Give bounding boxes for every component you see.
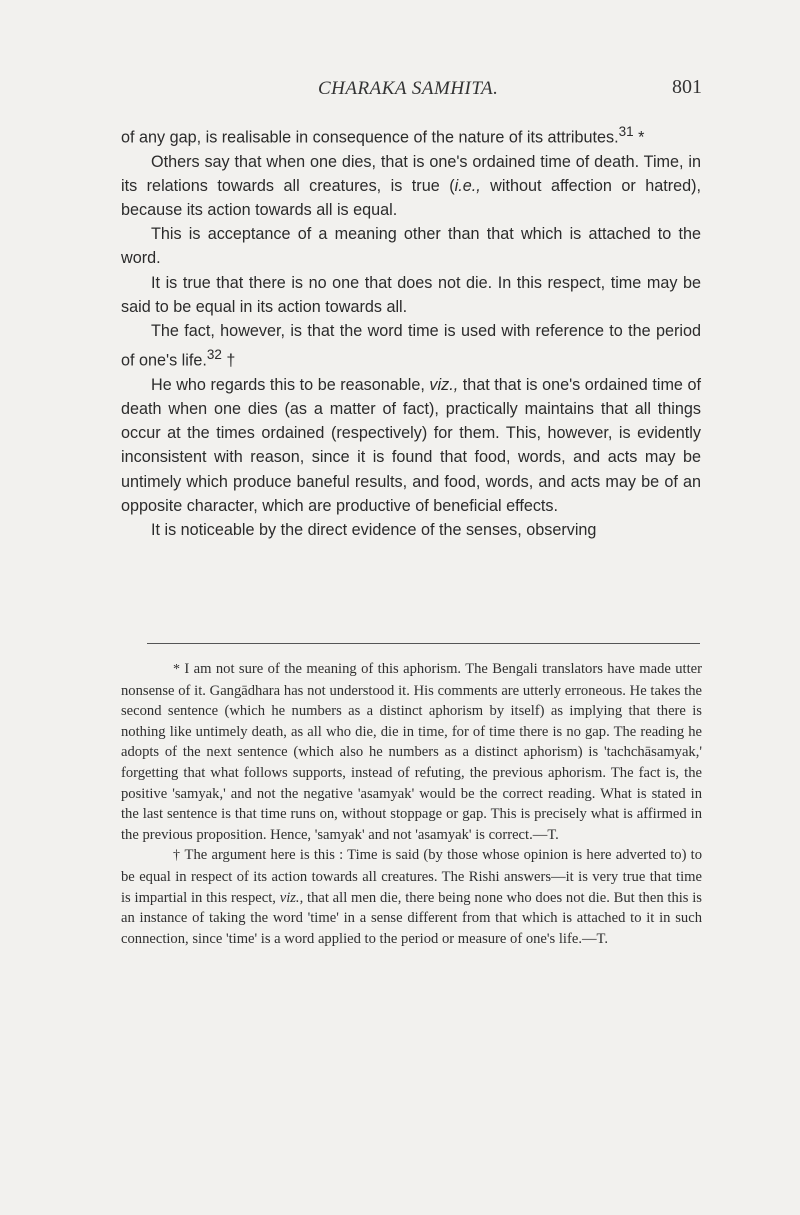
paragraph-6-start: He who regards this to be reasonable,	[151, 375, 430, 394]
paragraph-2-text: Others say that when one dies, that is one's ordained time of death. Time, in its relations towards all creatures, is true (	[121, 152, 701, 195]
page-number: 801	[672, 76, 702, 98]
footnote-2	[121, 845, 702, 949]
running-head-title: CHARAKA SAMHITA.	[318, 78, 499, 99]
paragraph-1	[121, 120, 701, 150]
paragraph-4: It is true that there is no one that does not die. In this respect, time may be said to be equal in its action towards all.	[121, 273, 701, 316]
footnote-ref-32: 32	[206, 347, 222, 363]
footnote-ref-31: 31	[618, 124, 634, 139]
footnote-2-mark: †	[173, 848, 181, 864]
footnote-1	[121, 659, 702, 845]
paragraph-1-text: of any gap, is realisable in consequence of the nature of its attributes.	[121, 128, 619, 147]
paragraph-6	[121, 373, 701, 518]
paragraph-6-italic: viz.,	[429, 375, 459, 394]
footnotes	[121, 659, 702, 949]
footnote-mark-dagger: †	[221, 351, 236, 370]
paragraph-5-text: The fact, however, is that the word time is used with reference to the period of one's life.	[121, 322, 701, 370]
footnote-1-text: I am not sure of the meaning of this aphorism. The Bengali translators have made utter nonsense of it. Gangādhara has not understood it. His comments are utterly erroneous. He takes the second sentence (which he numbers as a distinct aphorism by itself) as implying that there is nothing like untimely death, as all who die, die in time, for of time there is no gap. The reading he adopts of the next sentence (which also he numbers as a distinct aphorism) is 'tachchāsamyak,' forgetting that what follows supports, instead of refuting, the previous aphorism. The fact is, the positive 'samyak,' and not the negative 'asamyak' would be the correct reading. What is stated in the last sentence is that time runs on, without stoppage or gap. This is precisely what is affirmed in the previous proposition. Hence, 'samyak' and not 'asamyak' is correct.—T.	[121, 661, 702, 843]
footnote-2-start: The argument here is this : Time is said (by those whose opinion is here adverted to) to be equal in respect of its action towards all creatures. The Rishi answers—it is very true that time is impartial in this respect,	[121, 847, 703, 906]
footnote-2-end: that all men die, there being none who does not die. But then this is an instance of taking the word 'time' in a sense different from that which is attached to it in such connection, since 'time' is a word applied to the period or measure of one's life.—T.	[121, 889, 702, 947]
paragraph-3: This is acceptance of a meaning other than that which is attached to the word.	[121, 225, 701, 268]
footnote-1-mark: *	[173, 662, 180, 677]
paragraph-2	[121, 150, 701, 223]
paragraph-7: It is noticeable by the direct evidence of the senses, observing	[151, 521, 597, 540]
footnote-mark-asterisk: *	[633, 128, 645, 147]
paragraph-2-end: without affection or hatred), because its action towards all is equal.	[121, 176, 701, 219]
main-text	[121, 120, 701, 542]
footnote-divider	[147, 643, 700, 644]
footnote-2-italic: viz.,	[279, 889, 304, 906]
paragraph-6-end: that that is one's ordained time of death when one dies (as a matter of fact), practically maintains that all things occur at the times ordained (respectively) for them. This, however, is evidently inconsistent with reason, since it is found that food, words, and acts may be untimely which produce baneful results, and food, words, and acts may be of an opposite character, which are productive of beneficial effects.	[121, 375, 701, 515]
paragraph-5	[121, 319, 701, 373]
paragraph-2-italic: i.e.,	[454, 176, 481, 195]
